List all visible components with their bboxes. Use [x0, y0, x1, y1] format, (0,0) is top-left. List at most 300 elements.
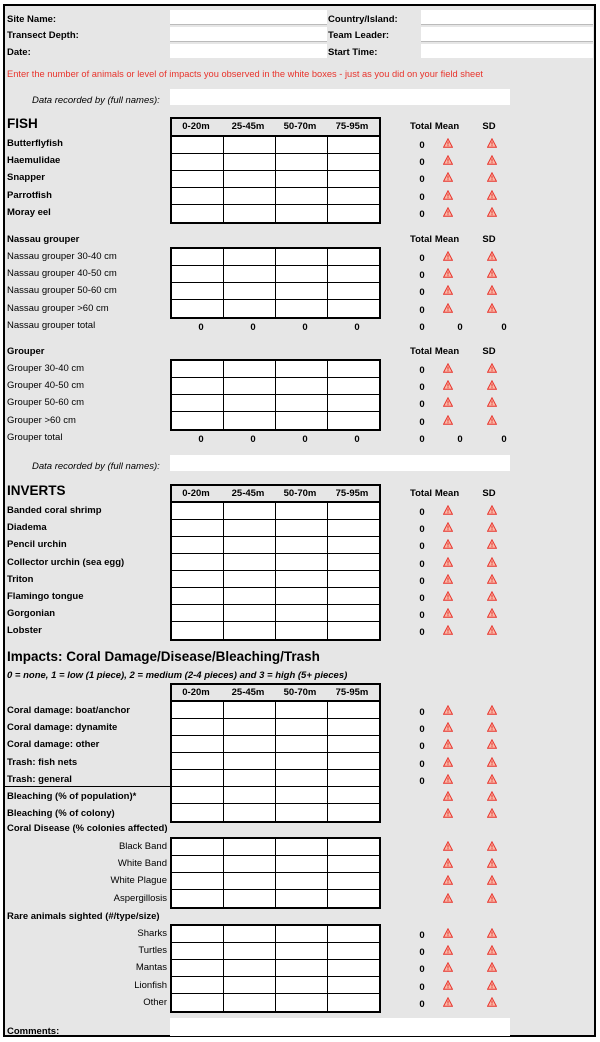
grouper-grid-cell[interactable]: [172, 378, 224, 395]
impacts-grid-cell[interactable]: [276, 736, 328, 753]
transect-depth-field[interactable]: [170, 27, 327, 41]
inverts-row-label: Diadema: [7, 522, 47, 534]
nassau-grid-cell[interactable]: [276, 283, 328, 300]
grouper-total-sd: 0: [501, 434, 507, 445]
impacts-grid-cell[interactable]: [328, 804, 379, 821]
grouper-sd-warning-icon: [487, 415, 497, 425]
rare-grid-cell[interactable]: [276, 943, 328, 960]
fish-grid-cell[interactable]: [224, 205, 276, 222]
nassau-sd-warning-icon: [487, 285, 497, 295]
inverts-grid-cell[interactable]: [276, 520, 328, 537]
grouper-mean-warning-icon: [443, 380, 453, 390]
rare-grid-cell[interactable]: [224, 926, 276, 943]
nassau-grid-cell[interactable]: [328, 283, 379, 300]
nassau-row-label: Nassau grouper 30-40 cm: [7, 251, 117, 262]
fish-depth-header: 75-95m: [335, 121, 369, 132]
fish-sd-warning-icon: [487, 155, 497, 165]
grouper-mean-warning-icon: [443, 363, 453, 373]
inverts-grid-cell[interactable]: [224, 503, 276, 520]
impacts-grid-cell[interactable]: [224, 736, 276, 753]
grouper-row-total: 0: [419, 382, 425, 394]
rare-row-label: Mantas: [135, 962, 167, 974]
rare-grid-cell[interactable]: [172, 994, 224, 1011]
fish-grid-cell[interactable]: [328, 137, 379, 154]
rare-row-label: Sharks: [137, 928, 167, 939]
disease-mean-warning-icon: [443, 893, 453, 903]
inverts-sd-warning-icon: [487, 505, 497, 515]
disease-grid-cell[interactable]: [328, 856, 379, 873]
grouper-mean-warning-icon: [443, 397, 453, 407]
comments-field[interactable]: [170, 1018, 510, 1036]
inverts-grid-cell[interactable]: [172, 520, 224, 537]
inverts-grid-cell[interactable]: [172, 537, 224, 554]
fish-grid-cell[interactable]: [276, 137, 328, 154]
fish-row-total: 0: [419, 157, 425, 169]
impacts-grid-cell[interactable]: [224, 804, 276, 821]
fish-grid-cell[interactable]: [224, 154, 276, 171]
nassau-grid-cell[interactable]: [276, 249, 328, 266]
inverts-grid-cell[interactable]: [276, 622, 328, 639]
rare-row-label: Other: [143, 996, 167, 1008]
impacts-grid-cell[interactable]: [328, 736, 379, 753]
fish-row-label: Snapper: [7, 172, 46, 184]
nassau-row-label: Nassau grouper 40-50 cm: [7, 268, 117, 280]
impacts-row-total: 0: [419, 775, 425, 787]
nassau-total-total: 0: [419, 322, 425, 333]
rare-grid-cell[interactable]: [276, 960, 328, 977]
grouper-row-total: 0: [419, 365, 425, 376]
nassau-grid-cell[interactable]: [224, 266, 276, 283]
inverts-row-label: Flamingo tongue: [7, 591, 84, 602]
disease-grid-cell[interactable]: [224, 890, 276, 907]
inverts-grid-cell[interactable]: [276, 503, 328, 520]
inverts-grid-cell[interactable]: [172, 554, 224, 571]
grouper-grid-cell[interactable]: [224, 361, 276, 378]
date-field[interactable]: [170, 44, 327, 58]
rare-mean-warning-icon: [443, 928, 453, 938]
impacts-row-label: Coral damage: dynamite: [7, 722, 118, 734]
grouper-row-label: Grouper 40-50 cm: [7, 380, 85, 392]
nassau-total-value: 0: [250, 322, 256, 333]
inverts-grid-cell[interactable]: [276, 605, 328, 622]
inverts-depth-header: 50-70m: [283, 488, 317, 499]
site-name-field[interactable]: [170, 10, 327, 24]
rare-grid-cell[interactable]: [224, 977, 276, 994]
disease-sd-warning-icon: [487, 841, 497, 851]
fish-mean-warning-icon: [443, 138, 453, 148]
impacts-grid-cell[interactable]: [276, 787, 328, 804]
grouper-mean-warning-icon: [443, 415, 453, 425]
transect-depth-label: Transect Depth:: [7, 30, 79, 41]
rare-grid-cell[interactable]: [328, 926, 379, 943]
nassau-sd-warning-icon: [487, 303, 497, 313]
impacts-mean-warning-icon: [443, 757, 453, 767]
impacts-grid-cell[interactable]: [276, 770, 328, 787]
inverts-mean-warning-icon: [443, 539, 453, 549]
rare-mean-warning-icon: [443, 980, 453, 990]
inverts-row-label: Pencil urchin: [7, 539, 67, 551]
disease-grid-cell[interactable]: [328, 890, 379, 907]
nassau-total-mean: 0: [457, 322, 463, 333]
rare-mean-warning-icon: [443, 945, 453, 955]
inverts-grid-cell[interactable]: [276, 588, 328, 605]
disease-grid-cell[interactable]: [276, 873, 328, 890]
rare-sd-warning-icon: [487, 997, 497, 1007]
disease-grid-cell[interactable]: [328, 839, 379, 856]
nassau-total-value: 0: [302, 322, 308, 333]
grouper-grid-cell[interactable]: [172, 412, 224, 429]
inverts-mean-warning-icon: [443, 625, 453, 635]
nassau-mean-warning-icon: [443, 268, 453, 278]
inverts-row-total: 0: [419, 610, 425, 622]
bleaching-row-label: Bleaching (% of colony): [7, 808, 115, 820]
rare-grid-cell[interactable]: [328, 960, 379, 977]
impacts-grid-cell[interactable]: [172, 702, 224, 719]
inverts-grid-cell[interactable]: [224, 622, 276, 639]
datasheet: [3, 4, 596, 1037]
grouper-grid-cell[interactable]: [276, 412, 328, 429]
inverts-grid-cell[interactable]: [224, 554, 276, 571]
inverts-grid-cell[interactable]: [328, 537, 379, 554]
grouper-grid-cell[interactable]: [328, 412, 379, 429]
nassau-grid-cell[interactable]: [172, 283, 224, 300]
grouper-row-total: 0: [419, 399, 425, 411]
disease-grid-cell[interactable]: [172, 856, 224, 873]
impacts-grid-cell[interactable]: [224, 702, 276, 719]
comments-label: Comments:: [7, 1026, 60, 1037]
rare-grid-cell[interactable]: [224, 994, 276, 1011]
inverts-grid-cell[interactable]: [172, 588, 224, 605]
disease-grid-cell[interactable]: [224, 839, 276, 856]
nassau-grid-cell[interactable]: [328, 300, 379, 317]
inverts-row-label: Gorgonian: [7, 608, 56, 620]
rare-row-label: Turtles: [138, 945, 167, 957]
grouper-total-value: 0: [250, 434, 256, 445]
disease-grid-cell[interactable]: [276, 839, 328, 856]
inverts-grid-cell[interactable]: [328, 554, 379, 571]
grouper-grid-cell[interactable]: [172, 395, 224, 412]
impacts-grid-cell[interactable]: [172, 719, 224, 736]
fish-sd-warning-icon: [487, 190, 497, 200]
impacts-grid-cell[interactable]: [276, 753, 328, 770]
impacts-grid-cell[interactable]: [224, 787, 276, 804]
impacts-sd-warning-icon: [487, 774, 497, 784]
disease-grid-cell[interactable]: [276, 890, 328, 907]
impacts-row-label: Trash: general: [7, 773, 72, 785]
impacts-row-label: Coral damage: other: [7, 739, 100, 751]
impacts-grid-cell[interactable]: [328, 753, 379, 770]
grouper-grid-cell[interactable]: [224, 395, 276, 412]
nassau-grid-cell[interactable]: [276, 300, 328, 317]
impacts-depth-header: 50-70m: [283, 687, 317, 698]
grouper-row-label: Grouper 50-60 cm: [7, 397, 85, 409]
rare-grid-cell[interactable]: [172, 926, 224, 943]
fish-row-total: 0: [419, 174, 425, 186]
inverts-sd-warning-icon: [487, 574, 497, 584]
data-recorded-by-field[interactable]: [170, 89, 510, 105]
grouper-grid-cell[interactable]: [328, 378, 379, 395]
impacts-sd-warning-icon: [487, 722, 497, 732]
inverts-grid-cell[interactable]: [276, 537, 328, 554]
instructions-text: Enter the number of animals or level of impacts you observed in the white boxes - just as you did on your field sheet: [7, 69, 483, 79]
fish-grid-cell[interactable]: [172, 137, 224, 154]
disease-grid-cell[interactable]: [224, 856, 276, 873]
rare-grid-cell[interactable]: [328, 994, 379, 1011]
grouper-total-total: 0: [419, 434, 425, 445]
nassau-mean-warning-icon: [443, 285, 453, 295]
rare-grid-cell[interactable]: [276, 994, 328, 1011]
inverts-mean-warning-icon: [443, 608, 453, 618]
nassau-grid-cell[interactable]: [172, 266, 224, 283]
nassau-grid-cell[interactable]: [172, 249, 224, 266]
disease-grid-cell[interactable]: [328, 873, 379, 890]
fish-title: FISH: [7, 116, 38, 131]
fish-row-label: Parrotfish: [7, 189, 52, 201]
rare-grid-cell[interactable]: [276, 977, 328, 994]
fish-grid-cell[interactable]: [328, 188, 379, 205]
disease-sd-warning-icon: [487, 893, 497, 903]
disease-sd-warning-icon: [487, 858, 497, 868]
impacts-grid-cell[interactable]: [276, 719, 328, 736]
inverts-row-total: 0: [419, 575, 425, 587]
rare-row-total: 0: [419, 998, 425, 1010]
disease-row-label: Aspergillosis: [113, 892, 167, 904]
inverts-grid-cell[interactable]: [328, 605, 379, 622]
start-time-field[interactable]: [421, 44, 593, 58]
team-leader-label: Team Leader:: [328, 30, 390, 41]
nassau-sd-warning-icon: [487, 268, 497, 278]
bleaching-mean-warning-icon: [443, 808, 453, 818]
inverts-mean-warning-icon: [443, 574, 453, 584]
nassau-sd-header: SD: [482, 234, 496, 245]
inverts-grid-cell[interactable]: [328, 520, 379, 537]
grouper-grid-cell[interactable]: [328, 395, 379, 412]
fish-grid-cell[interactable]: [224, 171, 276, 188]
impacts-mean-warning-icon: [443, 739, 453, 749]
rare-grid: [170, 924, 381, 1013]
nassau-total-value: 0: [354, 322, 360, 333]
impacts-depth-header: 75-95m: [335, 687, 369, 698]
disease-grid-cell[interactable]: [276, 856, 328, 873]
impacts-grid-cell[interactable]: [172, 787, 224, 804]
rare-sd-warning-icon: [487, 962, 497, 972]
impacts-mean-warning-icon: [443, 722, 453, 732]
nassau-row-total: 0: [419, 304, 425, 316]
grouper-sd-warning-icon: [487, 397, 497, 407]
inverts-grid-cell[interactable]: [328, 503, 379, 520]
nassau-grid-cell[interactable]: [328, 249, 379, 266]
fish-grid-cell[interactable]: [276, 154, 328, 171]
rare-sd-warning-icon: [487, 980, 497, 990]
fish-row-label: Butterflyfish: [7, 138, 63, 149]
nassau-title: Nassau grouper: [7, 234, 80, 245]
country-island-field[interactable]: [421, 10, 593, 24]
inverts-sd-header: SD: [482, 488, 496, 499]
grouper-grid-cell[interactable]: [224, 412, 276, 429]
rare-row-total: 0: [419, 947, 425, 959]
nassau-mean-header: Mean: [434, 234, 460, 245]
impacts-row-total: 0: [419, 741, 425, 753]
data-recorded-by-field-2[interactable]: [170, 455, 510, 471]
rare-grid-cell[interactable]: [172, 977, 224, 994]
fish-mean-warning-icon: [443, 207, 453, 217]
grouper-mean-header: Mean: [434, 346, 460, 357]
nassau-row-total: 0: [419, 270, 425, 282]
impacts-grid-cell[interactable]: [172, 770, 224, 787]
inverts-grid-cell[interactable]: [328, 588, 379, 605]
disease-grid-cell[interactable]: [224, 873, 276, 890]
impacts-grid-cell[interactable]: [172, 753, 224, 770]
impacts-grid-cell[interactable]: [276, 702, 328, 719]
rare-grid-cell[interactable]: [172, 960, 224, 977]
rare-grid-cell[interactable]: [224, 960, 276, 977]
impacts-sd-warning-icon: [487, 739, 497, 749]
inverts-row-label: Triton: [7, 573, 34, 585]
impacts-grid-cell[interactable]: [224, 753, 276, 770]
nassau-grid-cell[interactable]: [276, 266, 328, 283]
rare-grid-cell[interactable]: [172, 943, 224, 960]
inverts-grid-cell[interactable]: [276, 554, 328, 571]
fish-grid-cell[interactable]: [276, 205, 328, 222]
bleaching-divider: [5, 786, 170, 787]
disease-grid-cell[interactable]: [172, 839, 224, 856]
disease-sd-warning-icon: [487, 875, 497, 885]
fish-depth-header: 50-70m: [283, 121, 317, 132]
inverts-grid-cell[interactable]: [224, 537, 276, 554]
nassau-row-label: Nassau grouper 50-60 cm: [7, 285, 117, 297]
grouper-total-mean: 0: [457, 434, 463, 445]
nassau-grid-cell[interactable]: [224, 249, 276, 266]
inverts-grid-cell[interactable]: [328, 622, 379, 639]
inverts-row-total: 0: [419, 507, 425, 518]
impacts-grid-cell[interactable]: [276, 804, 328, 821]
team-leader-field[interactable]: [421, 27, 593, 41]
rare-grid-cell[interactable]: [328, 977, 379, 994]
impacts-grid-cell[interactable]: [328, 787, 379, 804]
grouper-grid-cell[interactable]: [328, 361, 379, 378]
impacts-grid-cell[interactable]: [328, 702, 379, 719]
rare-grid-cell[interactable]: [224, 943, 276, 960]
fish-grid-cell[interactable]: [328, 154, 379, 171]
inverts-grid-cell[interactable]: [224, 571, 276, 588]
grouper-grid-cell[interactable]: [276, 378, 328, 395]
impacts-depth-header: 25-45m: [231, 687, 265, 698]
inverts-grid-cell[interactable]: [224, 605, 276, 622]
nassau-mean-warning-icon: [443, 303, 453, 313]
fish-mean-warning-icon: [443, 190, 453, 200]
grouper-total-value: 0: [302, 434, 308, 445]
inverts-sd-warning-icon: [487, 625, 497, 635]
impacts-grid: [170, 700, 381, 823]
inverts-row-label: Banded coral shrimp: [7, 505, 102, 516]
fish-grid: [170, 135, 381, 224]
impacts-sd-warning-icon: [487, 705, 497, 715]
fish-sd-warning-icon: [487, 172, 497, 182]
rare-grid-cell[interactable]: [328, 943, 379, 960]
impacts-row-label: Trash: fish nets: [7, 756, 78, 768]
fish-grid-cell[interactable]: [172, 154, 224, 171]
inverts-mean-header: Mean: [434, 488, 460, 499]
nassau-grid: [170, 247, 381, 319]
inverts-row-label: Lobster: [7, 625, 42, 637]
impacts-grid-cell[interactable]: [172, 804, 224, 821]
nassau-total-value: 0: [198, 322, 204, 333]
disease-grid-cell[interactable]: [172, 873, 224, 890]
impacts-sd-warning-icon: [487, 757, 497, 767]
fish-grid-cell[interactable]: [276, 171, 328, 188]
inverts-mean-warning-icon: [443, 505, 453, 515]
nassau-grid-cell[interactable]: [328, 266, 379, 283]
disease-title: Coral Disease (% colonies affected): [7, 823, 168, 834]
fish-grid-cell[interactable]: [328, 171, 379, 188]
data-recorded-by-label-2: Data recorded by (full names):: [32, 461, 160, 472]
fish-sd-warning-icon: [487, 138, 497, 148]
inverts-sd-warning-icon: [487, 522, 497, 532]
inverts-grid-cell[interactable]: [224, 520, 276, 537]
impacts-grid-cell[interactable]: [224, 719, 276, 736]
inverts-grid-cell[interactable]: [172, 503, 224, 520]
fish-grid-cell[interactable]: [328, 205, 379, 222]
inverts-depth-header: 0-20m: [182, 488, 210, 499]
inverts-row-label: Collector urchin (sea egg): [7, 556, 125, 568]
bleaching-mean-warning-icon: [443, 791, 453, 801]
grouper-sd-warning-icon: [487, 363, 497, 373]
inverts-grid-cell[interactable]: [172, 605, 224, 622]
nassau-mean-warning-icon: [443, 251, 453, 261]
inverts-grid-cell[interactable]: [172, 571, 224, 588]
impacts-grid-cell[interactable]: [172, 736, 224, 753]
grouper-grid-cell[interactable]: [276, 361, 328, 378]
grouper-grid-cell[interactable]: [276, 395, 328, 412]
nassau-grid-cell[interactable]: [224, 300, 276, 317]
disease-grid-cell[interactable]: [172, 890, 224, 907]
inverts-sd-warning-icon: [487, 557, 497, 567]
impacts-mean-warning-icon: [443, 774, 453, 784]
inverts-depth-header: 75-95m: [335, 488, 369, 499]
inverts-grid-cell[interactable]: [328, 571, 379, 588]
fish-grid-cell[interactable]: [172, 171, 224, 188]
fish-grid-cell[interactable]: [172, 205, 224, 222]
impacts-grid-cell[interactable]: [328, 719, 379, 736]
grouper-total-value: 0: [354, 434, 360, 445]
fish-grid-cell[interactable]: [172, 188, 224, 205]
impacts-row-total: 0: [419, 724, 425, 736]
nassau-row-total: 0: [419, 287, 425, 299]
data-recorded-by-label: Data recorded by (full names):: [32, 95, 160, 106]
inverts-grid-cell[interactable]: [224, 588, 276, 605]
fish-grid-cell[interactable]: [224, 137, 276, 154]
fish-grid-cell[interactable]: [276, 188, 328, 205]
impacts-grid-cell[interactable]: [328, 770, 379, 787]
grouper-sd-warning-icon: [487, 380, 497, 390]
nassau-grid-cell[interactable]: [224, 283, 276, 300]
inverts-grid-cell[interactable]: [172, 622, 224, 639]
fish-row-label: Haemulidae: [7, 155, 61, 167]
inverts-mean-warning-icon: [443, 522, 453, 532]
grouper-grid-cell[interactable]: [172, 361, 224, 378]
bleaching-sd-warning-icon: [487, 808, 497, 818]
impacts-legend: 0 = none, 1 = low (1 piece), 2 = medium (2-4 pieces) and 3 = high (5+ pieces): [7, 670, 348, 681]
rare-grid-cell[interactable]: [276, 926, 328, 943]
fish-grid-cell[interactable]: [224, 188, 276, 205]
impacts-grid-cell[interactable]: [224, 770, 276, 787]
fish-row-total: 0: [419, 208, 425, 220]
rare-sd-warning-icon: [487, 945, 497, 955]
inverts-grid-cell[interactable]: [276, 571, 328, 588]
disease-grid: [170, 837, 381, 909]
grouper-grid-cell[interactable]: [224, 378, 276, 395]
nassau-grid-cell[interactable]: [172, 300, 224, 317]
